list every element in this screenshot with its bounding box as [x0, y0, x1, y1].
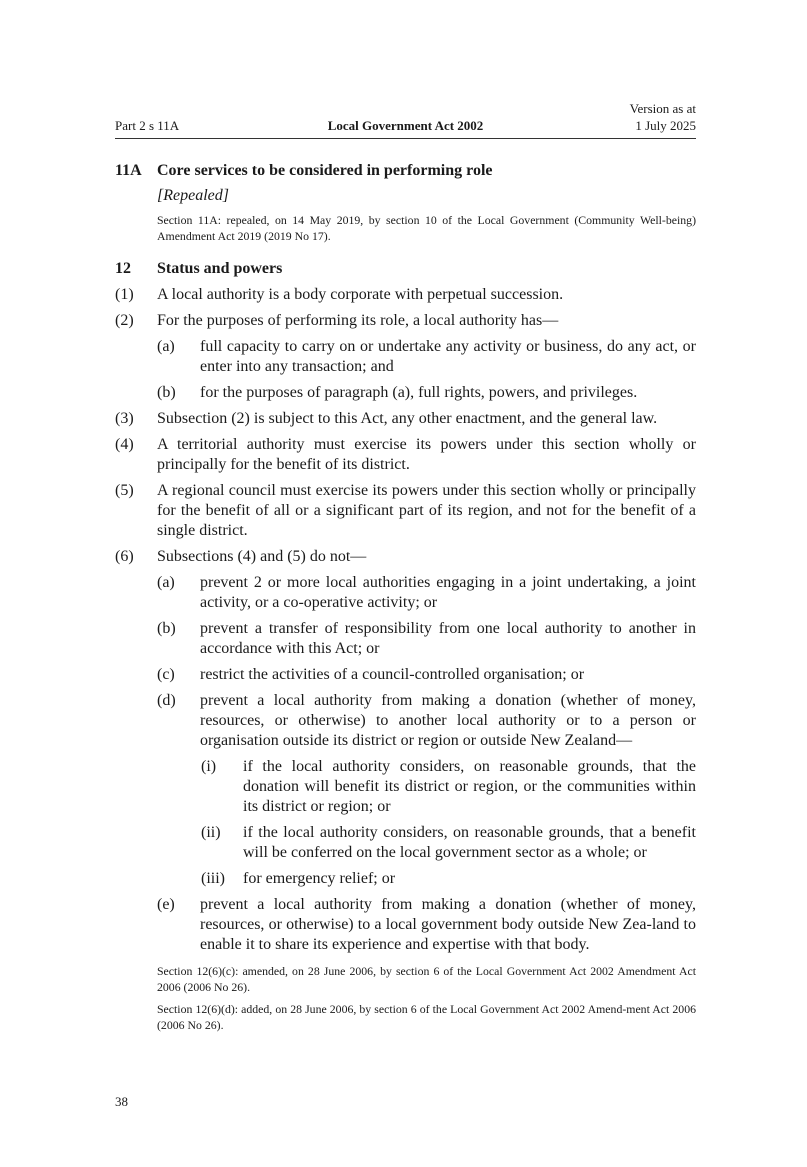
paragraph-number: (d) — [157, 692, 176, 709]
running-header — [115, 100, 696, 139]
subsection-number: (4) — [115, 436, 134, 453]
subsection-number: (6) — [115, 548, 134, 565]
subsection-5 — [115, 481, 696, 541]
subsection-text: For the purposes of performing its role, a local authority has— — [157, 312, 559, 329]
subparagraph-text: if the local authority considers, on reasonable grounds, that a benefit will be conferred on the local government sector as a whole; or — [243, 824, 696, 861]
paragraph-number: (a) — [157, 338, 175, 355]
subsection-number: (2) — [115, 312, 134, 329]
paragraph-6a — [115, 573, 696, 613]
header-act-title: Local Government Act 2002 — [327, 118, 484, 133]
subsection-4 — [115, 435, 696, 475]
subsection-text: A territorial authority must exercise its powers under this section wholly or principally for the benefit of its district. — [157, 436, 696, 473]
paragraph-6b — [115, 619, 696, 659]
section-title: Core services to be considered in performing role — [157, 162, 493, 179]
subsection-3 — [115, 409, 696, 429]
section-title: Status and powers — [157, 260, 283, 277]
paragraph-6d — [115, 691, 696, 751]
subsection-text: A regional council must exercise its powers under this section wholly or principally for the benefit of all or a significant part of its region, and not for the benefit of a single district. — [157, 482, 696, 539]
history-note: Section 12(6)(c): amended, on 28 June 2006, by section 6 of the Local Government Act 2002 Amendment Act 2006 (2006 No 26). — [157, 964, 696, 994]
header-version-label: Version as at — [629, 101, 696, 116]
subsection-number: (3) — [115, 410, 134, 427]
subsection-number: (5) — [115, 482, 134, 499]
subparagraph-number: (iii) — [201, 870, 225, 887]
paragraph-text: restrict the activities of a council-controlled organisation; or — [200, 666, 585, 683]
paragraph-text: prevent 2 or more local authorities engaging in a joint undertaking, a joint activity, or a co-operative activity; or — [200, 574, 696, 611]
subsection-text: Subsection (2) is subject to this Act, any other enactment, and the general law. — [157, 410, 658, 427]
subsection-6 — [115, 547, 696, 567]
paragraph-number: (a) — [157, 574, 175, 591]
section-number: 12 — [115, 260, 131, 277]
paragraph-number: (e) — [157, 896, 175, 913]
subsection-1 — [115, 285, 696, 305]
paragraph-text: full capacity to carry on or undertake any activity or business, do any act, or enter into any transaction; and — [200, 338, 696, 375]
paragraph-number: (b) — [157, 620, 176, 637]
page-body — [115, 160, 696, 1033]
paragraph-6e — [115, 895, 696, 955]
paragraph-text: prevent a local authority from making a donation (whether of money, resources, or otherwise) to another local authority or to a person or organisation outside its district or region or outside New Zealand— — [200, 692, 696, 749]
paragraph-6c — [115, 665, 696, 685]
paragraph-number: (b) — [157, 384, 176, 401]
subparagraph-number: (ii) — [201, 824, 221, 841]
section-11a-heading — [115, 160, 696, 181]
section-12-heading — [115, 258, 696, 279]
header-version — [630, 100, 696, 134]
paragraph-text: prevent a local authority from making a donation (whether of money, resources, or otherwise) to a local government body outside New Zea-land to enable it to share its experience and expertise with that body. — [200, 896, 696, 953]
paragraph-2b — [115, 383, 696, 403]
paragraph-text: for the purposes of paragraph (a), full rights, powers, and privileges. — [200, 384, 638, 401]
history-note: Section 11A: repealed, on 14 May 2019, by section 10 of the Local Government (Community Well-being) Amendment Act 2019 (2019 No 17). — [157, 213, 696, 243]
header-part-section: Part 2 s 11A — [115, 118, 180, 133]
subparagraph-number: (i) — [201, 758, 217, 775]
subsection-number: (1) — [115, 286, 134, 303]
paragraph-2a — [115, 337, 696, 377]
subsection-text: Subsections (4) and (5) do not— — [157, 548, 367, 565]
subsection-2 — [115, 311, 696, 331]
paragraph-number: (c) — [157, 666, 175, 683]
subsection-text: A local authority is a body corporate with perpetual succession. — [157, 286, 564, 303]
history-note: Section 12(6)(d): added, on 28 June 2006, by section 6 of the Local Government Act 2002 Amend-ment Act 2006 (2006 No 26). — [157, 1002, 696, 1032]
repealed-marker: [Repealed] — [157, 187, 229, 204]
header-version-date: 1 July 2025 — [635, 118, 696, 133]
subparagraph-6d-ii — [115, 823, 696, 863]
subparagraph-6d-iii — [115, 869, 696, 889]
subparagraph-text: for emergency relief; or — [243, 870, 396, 887]
page-number: 38 — [115, 1094, 128, 1109]
section-number: 11A — [115, 162, 142, 179]
paragraph-text: prevent a transfer of responsibility from one local authority to another in accordance with this Act; or — [200, 620, 696, 657]
subparagraph-text: if the local authority considers, on reasonable grounds, that the donation will benefit its district or region, or the communities within its district or region; or — [243, 758, 696, 815]
subparagraph-6d-i — [115, 757, 696, 817]
